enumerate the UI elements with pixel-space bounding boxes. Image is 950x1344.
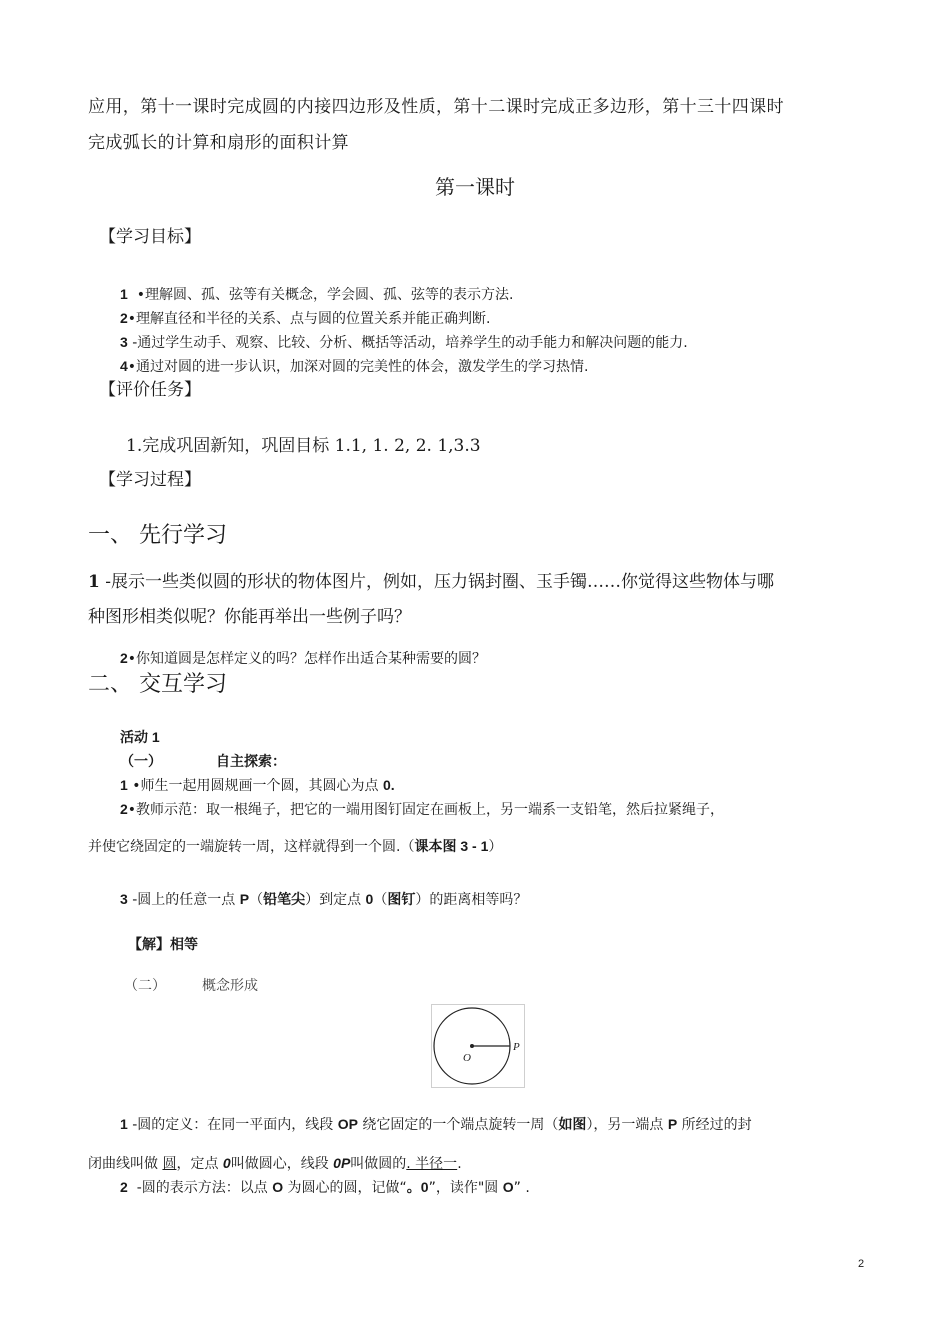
evaluation-item: 1.完成巩固新知，巩固目标 1.1, 1. 2, 2. 1,3.3 bbox=[126, 436, 481, 456]
goals-heading: 【学习目标】 bbox=[99, 227, 201, 247]
step-2-cont: 并使它绕固定的一端旋转一周，这样就得到一个圆.（课本图 3 - 1） bbox=[88, 838, 503, 855]
part-2-title: 概念形成 bbox=[202, 978, 258, 994]
activity-label: 活动 1 bbox=[120, 729, 160, 745]
step-3: 3 -圆上的任意一点 P（铅笔尖）到定点 0（图钉）的距离相等吗？ bbox=[120, 891, 528, 908]
lesson-title: 第一课时 bbox=[435, 175, 515, 199]
goal-item-2: 2•理解直径和半径的关系、点与圆的位置关系并能正确判断. bbox=[120, 310, 491, 327]
definition-1: 1 -圆的定义：在同一平面内，线段 OP 绕它固定的一个端点旋转一周（如图），另一端点 P 所经过的封 bbox=[120, 1116, 752, 1133]
section-1-question-1-cont: 种图形相类似呢？你能再举出一些例子吗？ bbox=[88, 607, 411, 627]
circle-figure bbox=[431, 1004, 525, 1088]
part-1-label: （一） bbox=[120, 753, 162, 769]
center-label: O bbox=[463, 1052, 471, 1064]
step-1: 1 •师生一起用圆规画一个圆，其圆心为点 0. bbox=[120, 777, 395, 794]
goal-item-3: 3 -通过学生动手、观察、比较、分析、概括等活动，培养学生的动手能力和解决问题的能力. bbox=[120, 334, 688, 351]
section-1-heading: 一、 先行学习 bbox=[88, 523, 227, 548]
intro-line-2: 完成弧长的计算和扇形的面积计算 bbox=[88, 133, 349, 153]
process-heading: 【学习过程】 bbox=[99, 470, 201, 490]
goal-item-1: 1 •理解圆、孤、弦等有关概念，学会圆、孤、弦等的表示方法. bbox=[120, 286, 514, 303]
part-1-title: 自主探索： bbox=[216, 753, 286, 769]
center-dot bbox=[470, 1044, 474, 1048]
section-1-question-1: 1 -展示一些类似圆的形状的物体图片，例如，压力锅封圈、玉手镯……你觉得这些物体与哪 bbox=[88, 572, 774, 592]
answer: 【解】相等 bbox=[128, 936, 198, 952]
goal-item-4: 4•通过对圆的进一步认识，加深对圆的完美性的体会，激发学生的学习热情. bbox=[120, 358, 589, 375]
circle-diagram bbox=[432, 1005, 524, 1087]
part-2-label: （二） bbox=[124, 978, 166, 994]
section-2-heading: 二、 交互学习 bbox=[88, 672, 227, 697]
intro-line-1: 应用，第十一课时完成圆的内接四边形及性质，第十二课时完成正多边形，第十三十四课时 bbox=[88, 97, 784, 117]
definition-2: 2 -圆的表示方法：以点 O 为圆心的圆，记做“。0”，读作"圆 O” . bbox=[120, 1179, 530, 1196]
step-2: 2•教师示范：取一根绳子，把它的一端用图钉固定在画板上，另一端系一支铅笔，然后拉紧绳子， bbox=[120, 801, 725, 818]
section-1-question-2: 2•你知道圆是怎样定义的吗？怎样作出适合某种需要的圆？ bbox=[120, 650, 487, 667]
evaluation-heading: 【评价任务】 bbox=[99, 380, 201, 400]
definition-1-cont: 闭曲线叫做 圆，定点 0叫做圆心，线段 0P叫做圆的. 半径一. bbox=[88, 1155, 462, 1172]
point-label: P bbox=[513, 1041, 520, 1053]
page-number: 2 bbox=[858, 1258, 865, 1270]
